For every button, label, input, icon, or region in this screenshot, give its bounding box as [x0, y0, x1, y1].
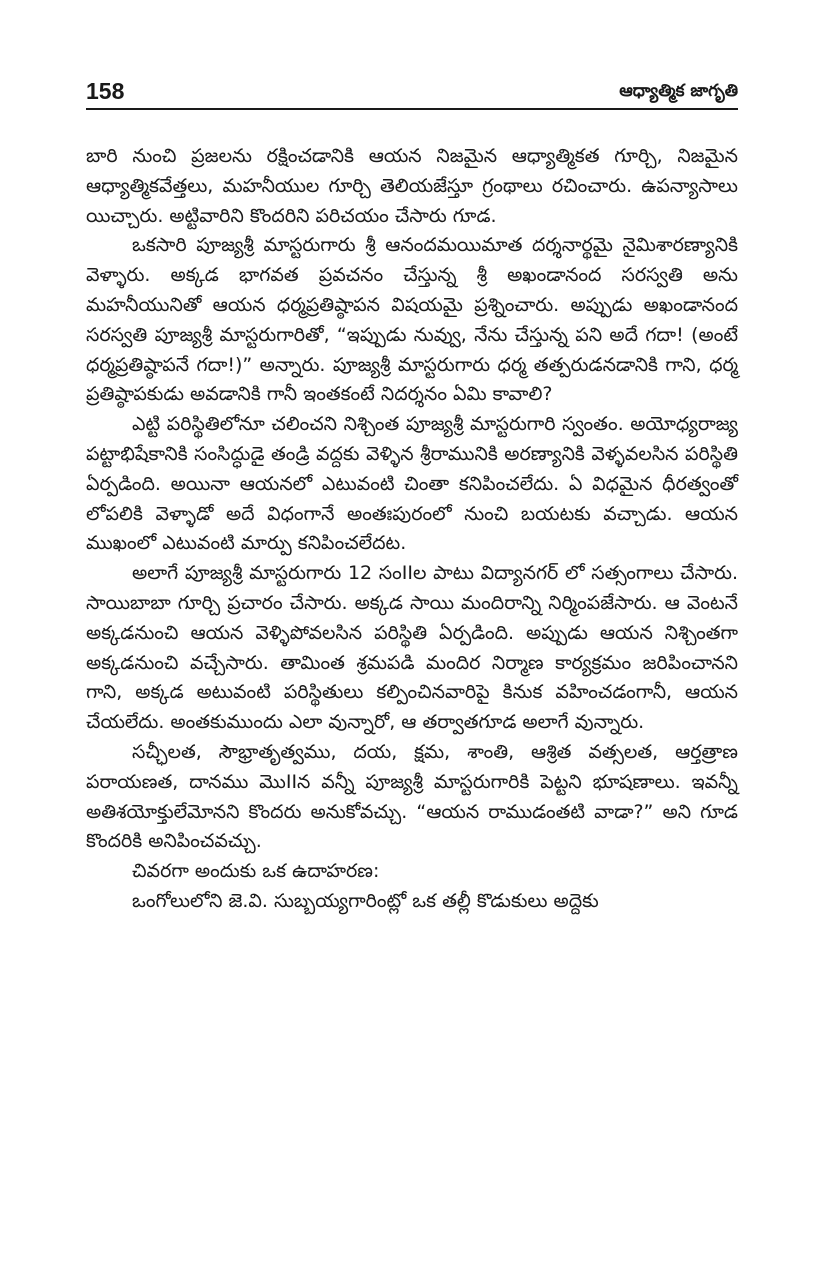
- paragraph: అలాగే పూజ్యశ్రీ మాస్టరుగారు 12 సంIIల పాటు విద్యానగర్ లో సత్సంగాలు చేసారు. సాయిబాబా గూర్చి ప్రచారం చేసారు. అక్కడ సాయి మందిరాన్ని నిర్మింపజేసారు. ఆ వెంటనే అక్కడనుంచి ఆయన వెళ్ళిపోవలసిన పరిస్థితి ఏర్పడింది. అప్పుడు ఆయన నిశ్చింతగా అక్కడనుంచి వచ్చేసారు. తామింత శ్రమపడి మందిర నిర్మాణ కార్యక్రమం జరిపించానని గాని, అక్కడ అటువంటి పరిస్థితులు కల్పించినవారిపై కినుక వహించడంగానీ, ఆయన చేయలేదు. అంతకుముందు ఎలా వున్నారో, ఆ తర్వాతగూడ అలాగే వున్నారు.: [86, 562, 738, 734]
- paragraph: చివరగా అందుకు ఒక ఉదాహరణ:: [132, 860, 380, 883]
- paragraph: ఒకసారి పూజ్యశ్రీ మాస్టరుగారు శ్రీ ఆనందమయిమాత దర్శనార్థమై నైమిశారణ్యానికి వెళ్ళారు. అక్కడ భాగవత ప్రవచనం చేస్తున్న శ్రీ అఖండానంద సరస్వతి అను మహనీయునితో ఆయన ధర్మప్రతిష్ఠాపన విషయమై ప్రశ్నించారు. అప్పుడు అఖండానంద సరస్వతి పూజ్యశ్రీ మాస్టరుగారితో, “ఇప్పుడు నువ్వు, నేను చేస్తున్న పని అదే గదా! (అంటే ధర్మప్రతిష్ఠాపనే గదా!)” అన్నారు. పూజ్యశ్రీ మాస్టరుగారు ధర్మ తత్పరుడనడానికి గాని, ధర్మ ప్రతిష్ఠాపకుడు అవడానికి గానీ ఇంతకంటే నిదర్శనం ఏమి కావాలి?: [86, 234, 738, 406]
- paragraph: ఒంగోలులోని జె.వి. సుబ్బయ్యగారింట్లో ఒక తల్లీ కొడుకులు అద్దెకు: [132, 889, 599, 912]
- page-header: [86, 76, 738, 106]
- paragraph: బారి నుంచి ప్రజలను రక్షించడానికి ఆయన నిజమైన ఆధ్యాత్మికత గూర్చి, నిజమైన ఆధ్యాత్మికవేత్తలు, మహనీయుల గూర్చి తెలియజేస్తూ గ్రంథాలు రచించారు. ఉపన్యాసాలు యిచ్చారు. అట్టివారిని కొందరిని పరిచయం చేసారు గూడ.: [86, 145, 738, 227]
- header-rule: [86, 108, 738, 110]
- running-title: ఆధ్యాత్మిక జాగృతి: [619, 81, 738, 101]
- page-number: 158: [86, 78, 125, 104]
- paragraph: సచ్ఛీలత, సౌభ్రాతృత్వము, దయ, క్షమ, శాంతి, ఆశ్రిత వత్సలత, ఆర్తత్రాణ పరాయణత, దానము మొIIన వన్నీ పూజ్యశ్రీ మాస్టరుగారికి పెట్టని భూషణాలు. ఇవన్నీ అతిశయోక్తులేమోనని కొందరు అనుకోవచ్చు. “ఆయన రాముడంతటి వాడా?” అని గూడ కొందరికి అనిపించవచ్చు.: [86, 740, 738, 853]
- paragraph: ఎట్టి పరిస్థితిలోనూ చలించని నిశ్చింత పూజ్యశ్రీ మాస్టరుగారి స్వంతం. అయోధ్యరాజ్య పట్టాభిషేకానికి సంసిద్ధుడై తండ్రి వద్దకు వెళ్ళిన శ్రీరామునికి అరణ్యానికి వెళ్ళవలసిన పరిస్థితి ఏర్పడింది. అయినా ఆయనలో ఎటువంటి చింతా కనిపించలేదు. ఏ విధమైన ధీరత్వంతో లోపలికి వెళ్ళాడో అదే విధంగానే అంతఃపురంలో నుంచి బయటకు వచ్చాడు. ఆయన ముఖంలో ఎటువంటి మార్పు కనిపించలేదట.: [86, 413, 738, 555]
- body-text: [86, 142, 738, 917]
